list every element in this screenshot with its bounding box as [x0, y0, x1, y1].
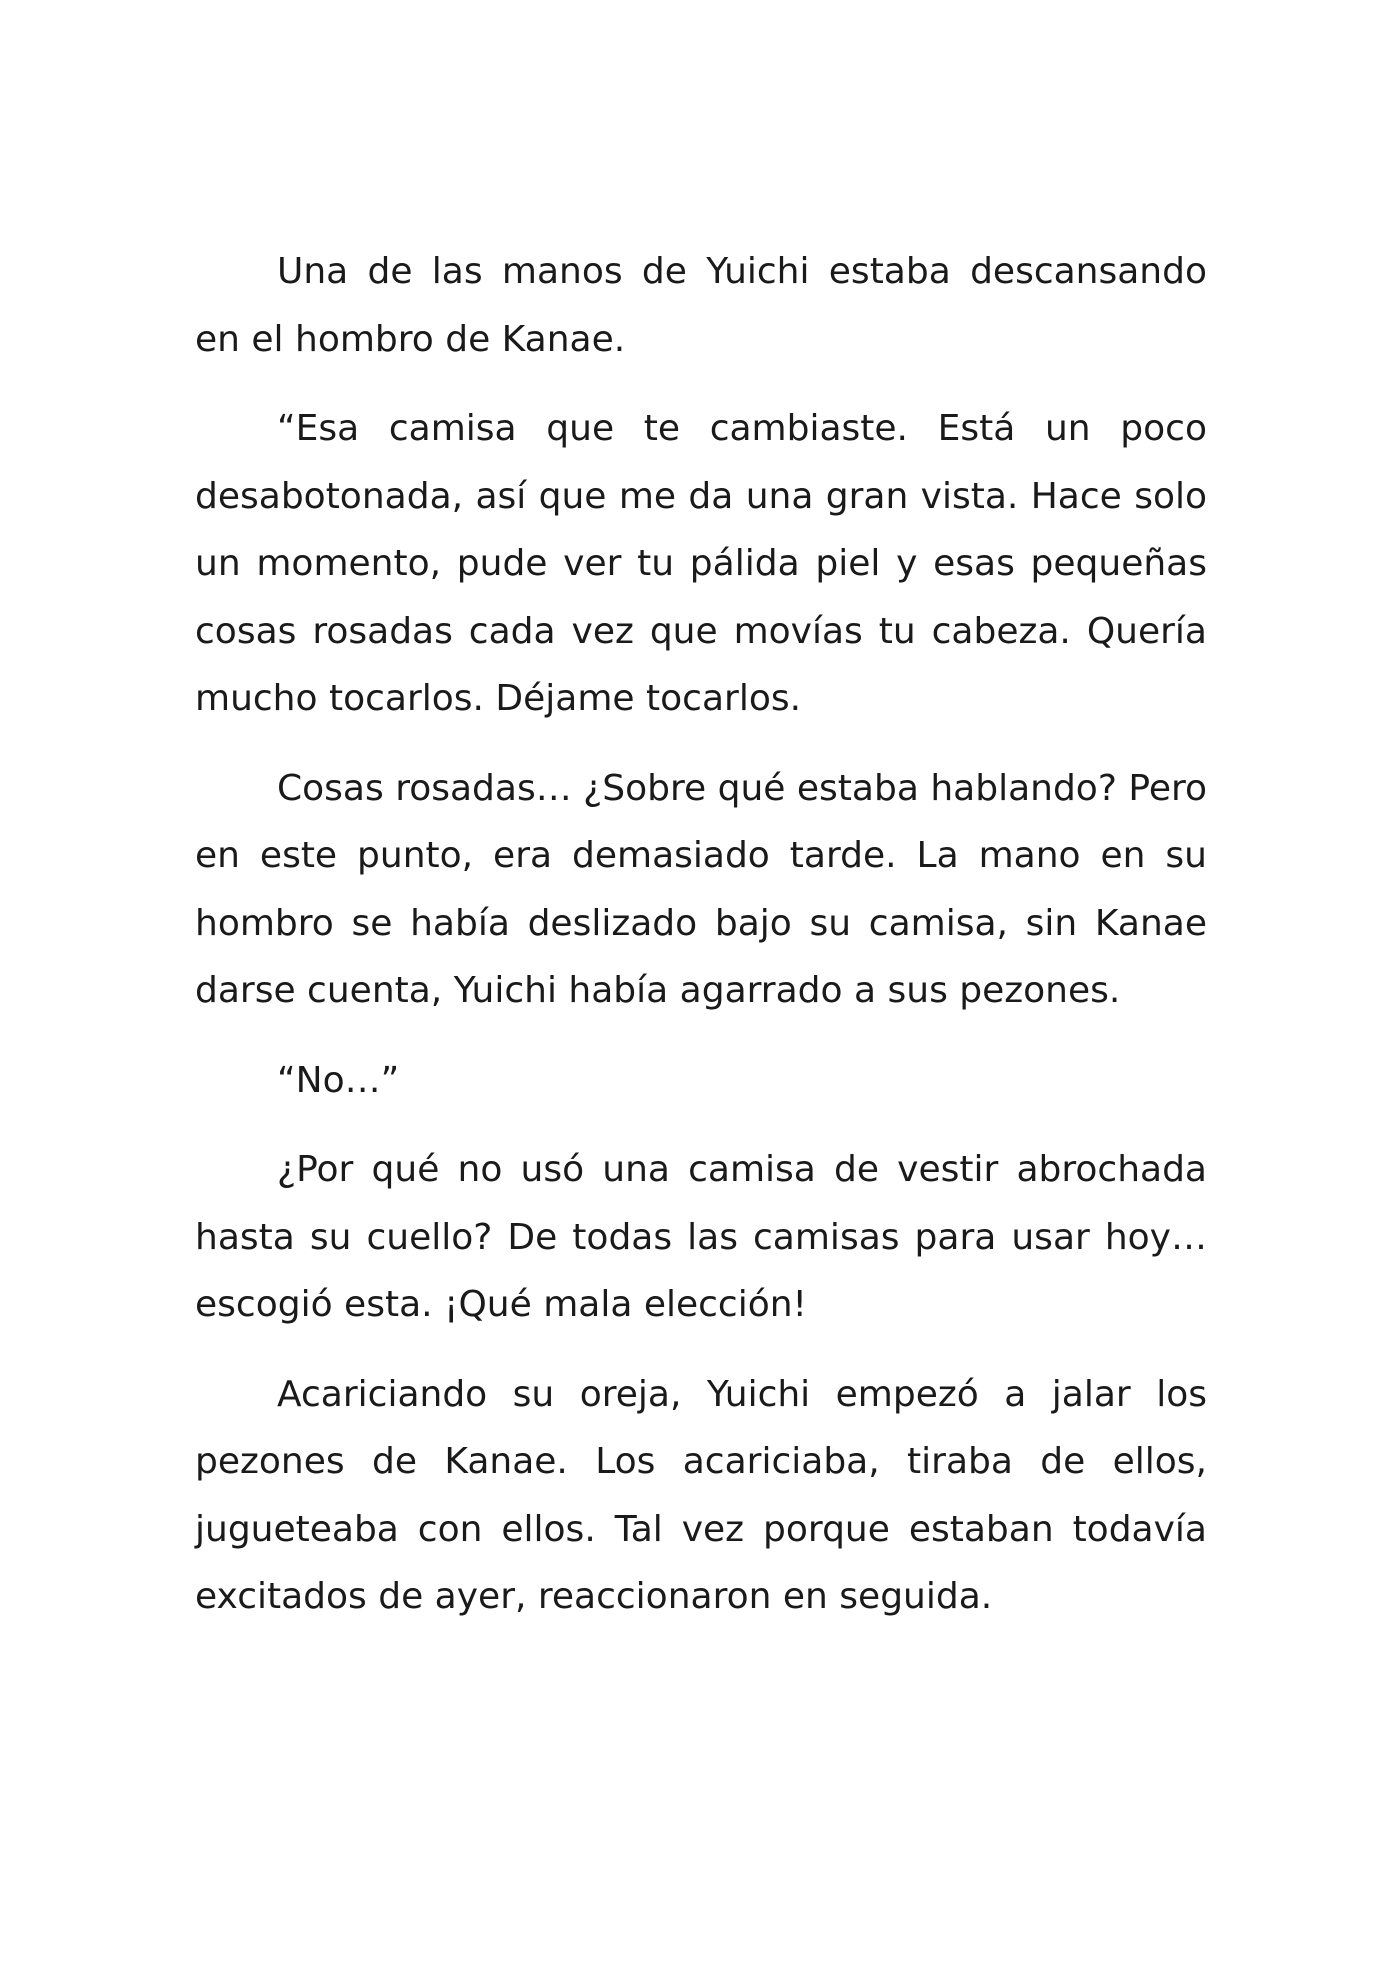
paragraph-1: Una de las manos de Yuichi estaba descansando en el hombro de Kanae.: [195, 251, 1207, 360]
text-body: [195, 238, 1207, 1653]
paragraph-4: “No…”: [277, 1059, 400, 1101]
paragraph-2: “Esa camisa que te cambiaste. Está un poco desabotonada, así que me da una gran vista. Hace solo un momento, pude ver tu pálida piel y esas pequeñas cosas rosadas cada vez que movías tu cabeza. Quería mucho tocarlos. Déjame tocarlos.: [195, 408, 1207, 719]
paragraph-6: Acariciando su oreja, Yuichi empezó a jalar los pezones de Kanae. Los acariciaba, tiraba de ellos, jugueteaba con ellos. Tal vez porque estaban todavía excitados de ayer, reaccionaron en seguida.: [195, 1373, 1207, 1617]
paragraph-5: ¿Por qué no usó una camisa de vestir abrochada hasta su cuello? De todas las camisas para usar hoy… escogió esta. ¡Qué mala elección!: [195, 1149, 1207, 1325]
paragraph-3: Cosas rosadas… ¿Sobre qué estaba hablando? Pero en este punto, era demasiado tarde. La mano en su hombro se había deslizado bajo su camisa, sin Kanae darse cuenta, Yuichi había agarrado a sus pezones.: [195, 767, 1207, 1011]
